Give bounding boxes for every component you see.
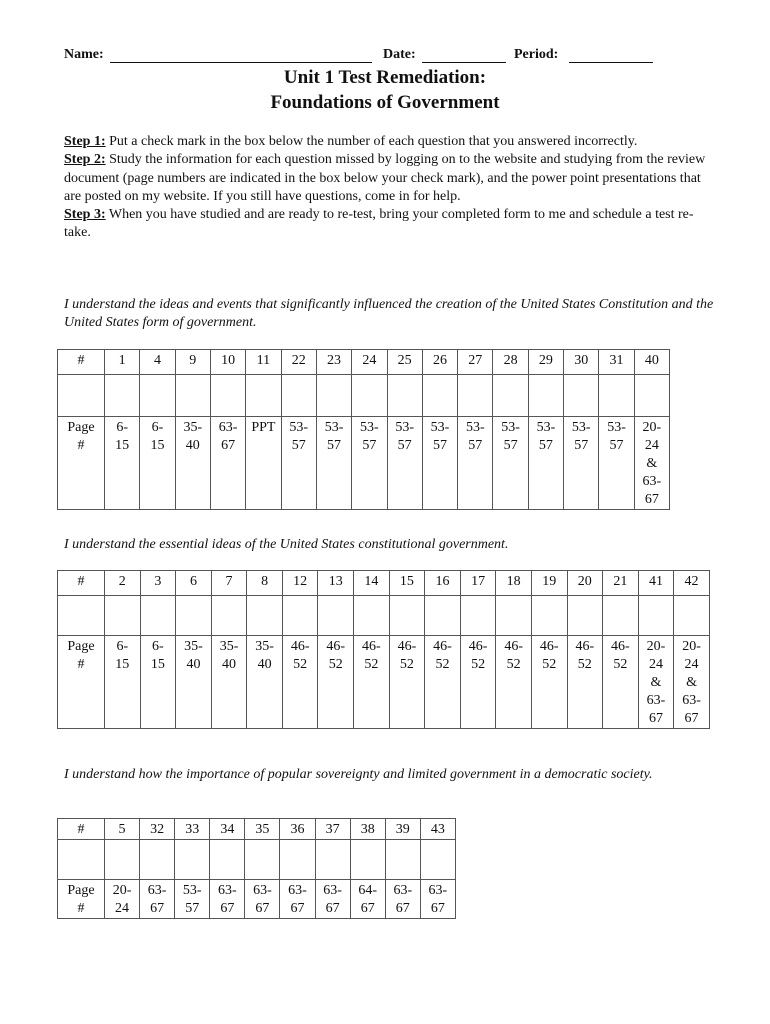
check-box[interactable] — [350, 840, 385, 880]
check-box[interactable] — [246, 375, 281, 417]
check-box[interactable] — [531, 596, 567, 636]
page-reference — [140, 880, 175, 919]
step-text: When you have studied and are ready to re-test, bring your completed form to me and schedule a test re-take. — [64, 207, 694, 241]
page-reference-text: 53- 57 — [465, 420, 485, 453]
page-reference-text: 46- 52 — [397, 639, 417, 672]
check-box[interactable] — [140, 840, 175, 880]
page-number-row — [58, 880, 456, 919]
question-number: 36 — [280, 819, 315, 840]
step-3 — [64, 206, 714, 243]
question-number: 2 — [105, 571, 141, 596]
check-box[interactable] — [385, 840, 420, 880]
question-number: 20 — [567, 571, 603, 596]
page-reference-text: 20- 24 & 63- 67 — [682, 639, 701, 726]
step-text: Put a check mark in the box below the number of each question that you answered incorrectly. — [105, 134, 638, 149]
page-reference-text: 20- 24 & 63- 67 — [642, 420, 662, 507]
page-reference — [528, 417, 563, 510]
page-header-text: Page # — [67, 883, 95, 916]
objective-1 — [64, 296, 714, 333]
check-box[interactable] — [493, 375, 528, 417]
check-row — [58, 840, 456, 880]
check-box[interactable] — [280, 840, 315, 880]
question-number-row — [58, 350, 670, 375]
page-reference — [458, 417, 493, 510]
check-box[interactable] — [316, 375, 351, 417]
question-number: 25 — [387, 350, 422, 375]
question-number: 1 — [105, 350, 140, 375]
check-box[interactable] — [496, 596, 532, 636]
step-label: Step 3: — [64, 207, 106, 223]
question-number: 29 — [528, 350, 563, 375]
check-box[interactable] — [389, 596, 425, 636]
page-reference — [638, 636, 674, 729]
check-box[interactable] — [247, 596, 283, 636]
question-number: 43 — [420, 819, 455, 840]
question-number: 26 — [422, 350, 457, 375]
question-number: 27 — [458, 350, 493, 375]
check-row — [58, 375, 670, 417]
question-number: 39 — [385, 819, 420, 840]
page-reference-text: 6- 15 — [150, 420, 165, 453]
check-box[interactable] — [245, 840, 280, 880]
student-info-line — [64, 47, 664, 67]
page-reference-text: 53- 57 — [324, 420, 344, 453]
check-box[interactable] — [140, 596, 176, 636]
objective-3 — [64, 766, 714, 784]
page-reference — [140, 417, 175, 510]
page-reference-text: 35- 40 — [183, 420, 203, 453]
remediation-table-1 — [57, 349, 670, 510]
check-box[interactable] — [603, 596, 639, 636]
question-number: 21 — [603, 571, 639, 596]
page-reference-text: 63- 67 — [393, 883, 413, 916]
page-reference — [493, 417, 528, 510]
page-reference-text: 63- 67 — [217, 883, 237, 916]
page-header — [58, 880, 105, 919]
page-reference — [210, 417, 245, 510]
page-reference-text: 63- 67 — [323, 883, 342, 916]
check-box[interactable] — [599, 375, 634, 417]
period-blank[interactable] — [569, 62, 653, 63]
check-box[interactable] — [352, 375, 387, 417]
question-number: 11 — [246, 350, 281, 375]
page-reference — [352, 417, 387, 510]
question-number: 18 — [496, 571, 532, 596]
step-2 — [64, 151, 714, 206]
check-box[interactable] — [175, 840, 210, 880]
objective-lead: I understand — [64, 297, 136, 312]
date-blank[interactable] — [422, 62, 506, 63]
page-reference — [350, 880, 385, 919]
page-number-row — [58, 636, 710, 729]
page-reference-text: 20- 24 & 63- 67 — [646, 639, 666, 726]
page-reference-text: 46- 52 — [362, 639, 381, 672]
question-number: 31 — [599, 350, 634, 375]
check-box[interactable] — [387, 375, 422, 417]
page-reference — [140, 636, 176, 729]
remediation-table-2 — [57, 570, 710, 729]
page-reference — [245, 880, 280, 919]
page-reference-text: 53- 57 — [395, 420, 414, 453]
page-reference — [674, 636, 710, 729]
question-number: 22 — [281, 350, 316, 375]
page-reference-text: 46- 52 — [575, 639, 595, 672]
page-reference — [385, 880, 420, 919]
question-number: 10 — [210, 350, 245, 375]
page-reference-text: 63- 67 — [147, 883, 167, 916]
page-reference-text: 63- 67 — [288, 883, 307, 916]
page-reference — [282, 636, 318, 729]
check-box[interactable] — [176, 596, 212, 636]
page-number-row — [58, 417, 670, 510]
page-reference-text: 35- 40 — [255, 639, 274, 672]
page-reference — [567, 636, 603, 729]
name-blank[interactable] — [110, 62, 372, 63]
page-reference-text: 63- 67 — [428, 883, 448, 916]
question-number: 30 — [564, 350, 599, 375]
question-number: 24 — [352, 350, 387, 375]
number-header: # — [58, 571, 105, 596]
question-number: 38 — [350, 819, 385, 840]
check-box[interactable] — [282, 596, 318, 636]
page-reference — [105, 636, 141, 729]
page-header — [58, 417, 105, 510]
title-line-2: Foundations of Government — [270, 92, 500, 113]
check-box[interactable] — [425, 596, 461, 636]
page-reference — [105, 880, 140, 919]
page-header-text: Page # — [67, 420, 95, 453]
date-label: Date: — [383, 47, 416, 62]
period-label: Period: — [514, 47, 559, 62]
page-reference — [422, 417, 457, 510]
objective-text: the ideas and events that significantly influenced the creation of the United States Constitution and the United States form of government. — [64, 297, 714, 331]
check-box[interactable] — [638, 596, 674, 636]
page-reference — [603, 636, 639, 729]
page-reference — [175, 417, 210, 510]
check-box[interactable] — [105, 840, 140, 880]
page-reference — [175, 880, 210, 919]
page-reference — [281, 417, 316, 510]
check-box[interactable] — [210, 375, 245, 417]
page-reference-text: 53- 57 — [607, 420, 626, 453]
page-reference — [496, 636, 532, 729]
page-reference-text: 53- 57 — [536, 420, 556, 453]
check-box[interactable] — [634, 375, 669, 417]
page-reference-text: 53- 57 — [501, 420, 520, 453]
title-line-1: Unit 1 Test Remediation: — [283, 67, 487, 88]
page-reference-text: 63- 67 — [253, 883, 272, 916]
question-number: 37 — [315, 819, 350, 840]
question-number: 16 — [425, 571, 461, 596]
question-number: 23 — [316, 350, 351, 375]
check-box[interactable] — [458, 375, 493, 417]
question-number-row — [58, 819, 456, 840]
page-reference — [318, 636, 354, 729]
page-reference — [354, 636, 390, 729]
page-reference-text: 53- 57 — [360, 420, 379, 453]
page-reference — [564, 417, 599, 510]
remediation-table-3 — [57, 818, 456, 919]
page-reference — [425, 636, 461, 729]
page-reference-text: 64- 67 — [358, 883, 378, 916]
question-number: 14 — [354, 571, 390, 596]
step-1 — [64, 133, 714, 151]
step-text: Study the information for each question missed by logging on to the website and studying from the review document (page numbers are indicated in the box below your check mark), and the power point presentations that are posted on my website. If you still have questions, come in for help. — [64, 152, 706, 204]
question-number: 4 — [140, 350, 175, 375]
check-box[interactable] — [354, 596, 390, 636]
question-number: 19 — [531, 571, 567, 596]
page-reference-text: 6- 15 — [115, 639, 130, 672]
check-row-label — [58, 596, 105, 636]
check-box[interactable] — [460, 596, 496, 636]
check-box[interactable] — [281, 375, 316, 417]
step-label: Step 2: — [64, 152, 106, 168]
check-box[interactable] — [422, 375, 457, 417]
page-header-text: Page # — [67, 639, 95, 672]
check-box[interactable] — [140, 375, 175, 417]
page-reference-text: 20- 24 — [112, 883, 132, 916]
page-reference-text: 46- 52 — [326, 639, 346, 672]
question-number-row — [58, 571, 710, 596]
page-reference — [280, 880, 315, 919]
step-label: Step 1: — [64, 134, 106, 149]
question-number: 17 — [460, 571, 496, 596]
question-number: 32 — [140, 819, 175, 840]
objective-text: I understand how the importance of popular sovereignty and limited government in a democratic society. — [64, 767, 653, 782]
page-reference-text: 53- 57 — [289, 420, 309, 453]
question-number: 33 — [175, 819, 210, 840]
question-number: 15 — [389, 571, 425, 596]
check-box[interactable] — [210, 840, 245, 880]
page-reference — [316, 417, 351, 510]
page-reference — [420, 880, 455, 919]
check-box[interactable] — [318, 596, 354, 636]
question-number: 3 — [140, 571, 176, 596]
check-box[interactable] — [175, 375, 210, 417]
page-reference-text: 46- 52 — [539, 639, 559, 672]
page-reference — [247, 636, 283, 729]
page-reference-text: 46- 52 — [433, 639, 452, 672]
page-reference-text: PPT — [251, 420, 276, 435]
question-number: 41 — [638, 571, 674, 596]
page-reference — [634, 417, 669, 510]
check-box[interactable] — [211, 596, 247, 636]
check-box[interactable] — [105, 375, 140, 417]
instructions — [64, 133, 714, 243]
page-reference-text: 53- 57 — [430, 420, 450, 453]
page-reference-text: 46- 52 — [611, 639, 630, 672]
page-reference-text: 6- 15 — [115, 420, 130, 453]
page-reference — [460, 636, 496, 729]
question-number: 42 — [674, 571, 710, 596]
question-number: 9 — [175, 350, 210, 375]
question-number: 40 — [634, 350, 669, 375]
question-number: 12 — [282, 571, 318, 596]
check-box[interactable] — [315, 840, 350, 880]
check-box[interactable] — [528, 375, 563, 417]
number-header: # — [58, 819, 105, 840]
name-label: Name: — [64, 47, 104, 62]
check-row-label — [58, 375, 105, 417]
page-reference — [105, 417, 140, 510]
page-reference — [531, 636, 567, 729]
page-reference-text: 53- 57 — [182, 883, 202, 916]
page-reference-text: 63- 67 — [218, 420, 238, 453]
page-reference — [210, 880, 245, 919]
question-number: 6 — [176, 571, 212, 596]
question-number: 13 — [318, 571, 354, 596]
check-box[interactable] — [564, 375, 599, 417]
page-reference-text: 46- 52 — [290, 639, 310, 672]
page-reference — [246, 417, 281, 510]
page-reference-text: 46- 52 — [504, 639, 523, 672]
check-box[interactable] — [105, 596, 141, 636]
check-row — [58, 596, 710, 636]
page-reference — [599, 417, 634, 510]
page-reference — [315, 880, 350, 919]
check-box[interactable] — [674, 596, 710, 636]
question-number: 5 — [105, 819, 140, 840]
page-reference — [389, 636, 425, 729]
question-number: 28 — [493, 350, 528, 375]
page-header — [58, 636, 105, 729]
check-row-label — [58, 840, 105, 880]
page-reference-text: 35- 40 — [219, 639, 239, 672]
objective-text: I understand the essential ideas of the United States constitutional government. — [64, 537, 509, 552]
page-reference-text: 53- 57 — [571, 420, 591, 453]
number-header: # — [58, 350, 105, 375]
page-reference-text: 35- 40 — [184, 639, 203, 672]
check-box[interactable] — [420, 840, 455, 880]
question-number: 34 — [210, 819, 245, 840]
question-number: 7 — [211, 571, 247, 596]
question-number: 35 — [245, 819, 280, 840]
page-reference-text: 46- 52 — [468, 639, 488, 672]
page-reference — [211, 636, 247, 729]
question-number: 8 — [247, 571, 283, 596]
page-reference — [387, 417, 422, 510]
check-box[interactable] — [567, 596, 603, 636]
objective-2 — [64, 536, 714, 554]
page-reference — [176, 636, 212, 729]
page-reference-text: 6- 15 — [150, 639, 165, 672]
